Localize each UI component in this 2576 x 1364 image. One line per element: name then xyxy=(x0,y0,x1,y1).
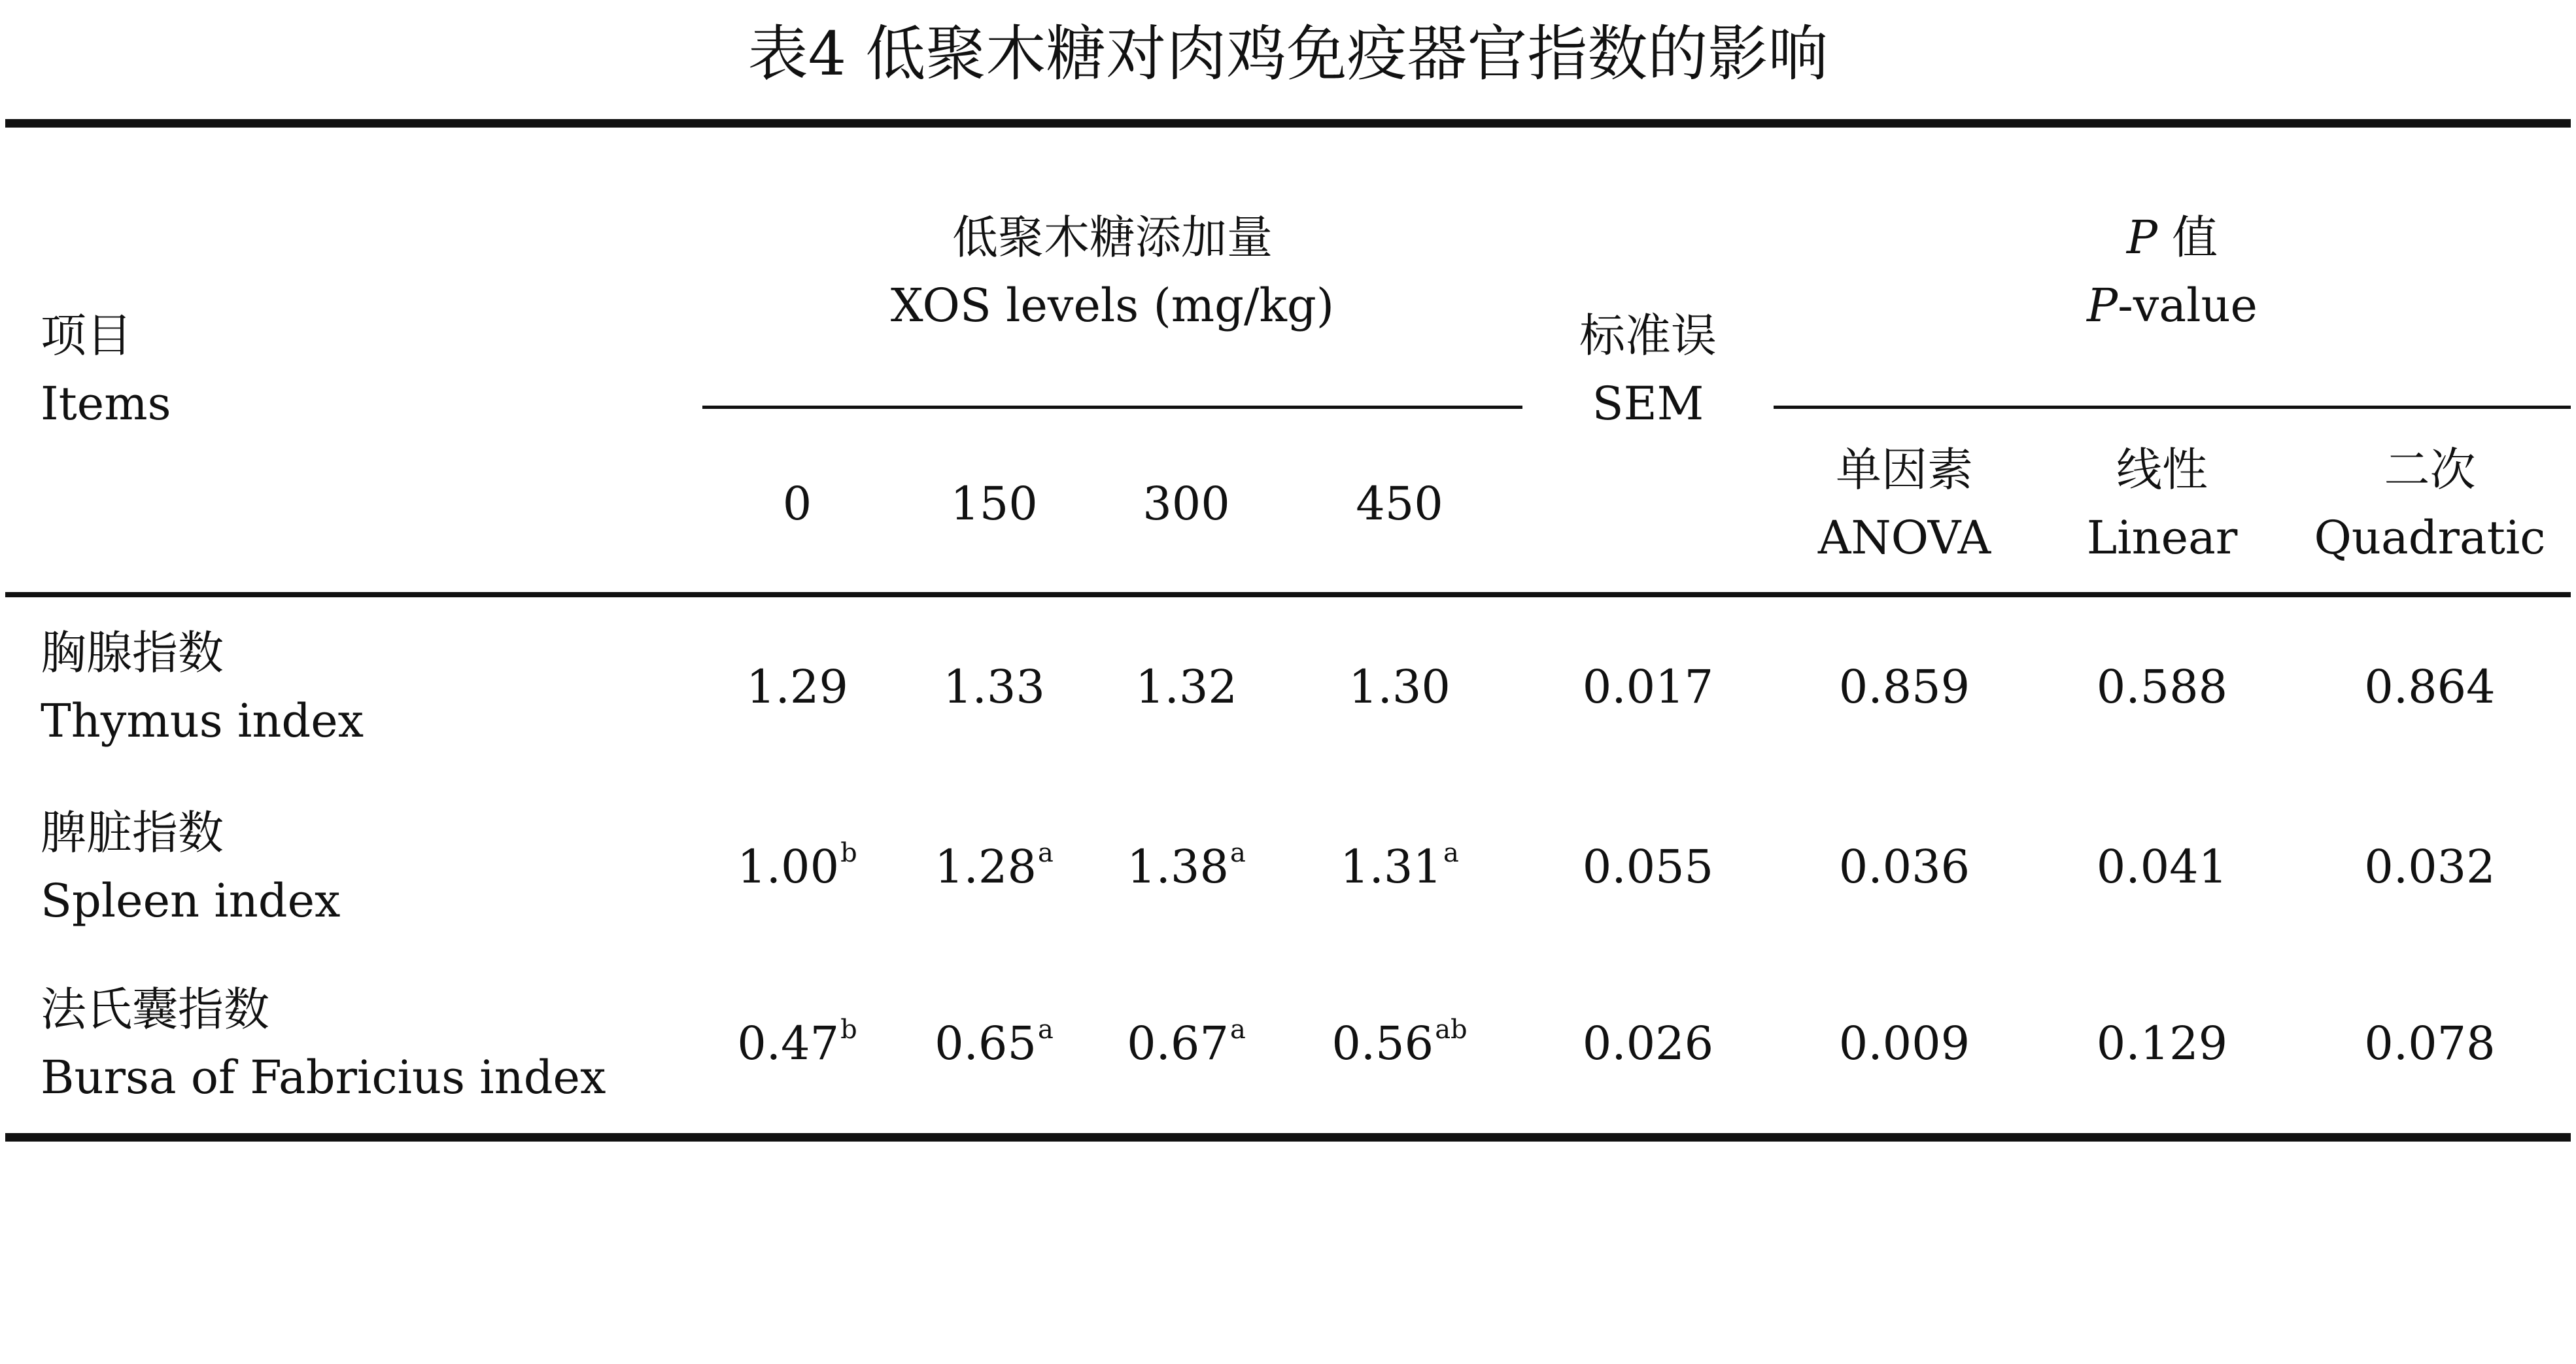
header-level-300: 300 xyxy=(1142,477,1230,531)
row-value xyxy=(1127,1009,1246,1077)
row-value xyxy=(935,1009,1054,1077)
row-value xyxy=(1348,653,1451,721)
header-linear xyxy=(2035,432,2289,576)
row-value-cell xyxy=(892,792,1096,942)
row-quadratic-value: 0.032 xyxy=(2364,840,2496,894)
header-level-150: 150 xyxy=(950,477,1038,531)
row-value xyxy=(935,833,1054,901)
row-anova-value: 0.036 xyxy=(1838,840,1970,894)
row-value xyxy=(746,653,848,721)
header-level-450: 450 xyxy=(1356,477,1443,531)
row-sem-cell xyxy=(1530,612,1766,762)
header-xos-levels xyxy=(702,196,1522,347)
header-sem-cn: 标准误 xyxy=(1579,309,1717,362)
row-quadratic-cell xyxy=(2289,792,2571,942)
row-sem-cell xyxy=(1530,792,1766,942)
row-value-number: 1.32 xyxy=(1135,660,1237,714)
row-value-cell xyxy=(1277,612,1522,762)
row-value-number: 1.30 xyxy=(1348,660,1451,714)
header-anova xyxy=(1774,432,2035,576)
xos-subheader-rule xyxy=(702,406,1522,409)
header-quad-en: Quadratic xyxy=(2314,511,2546,565)
row-quadratic-cell xyxy=(2289,968,2571,1119)
pvalue-subheader-rule xyxy=(1774,406,2571,409)
row-value xyxy=(737,833,857,901)
row-label-en: Bursa of Fabricius index xyxy=(41,1051,606,1104)
header-sem-en: SEM xyxy=(1592,377,1704,430)
row-value-number: 1.00 xyxy=(737,840,840,894)
row-sem-value: 0.055 xyxy=(1582,840,1714,894)
row-value-cell xyxy=(702,968,892,1119)
row-linear-cell xyxy=(2035,612,2289,762)
row-anova-value: 0.859 xyxy=(1838,660,1970,714)
header-xos-cn: 低聚木糖添加量 xyxy=(952,211,1273,264)
row-value-number: 1.28 xyxy=(935,840,1037,894)
row-linear-cell xyxy=(2035,792,2289,942)
row-label-cn: 法氏囊指数 xyxy=(41,983,269,1036)
row-label-cn: 胸腺指数 xyxy=(41,626,224,680)
row-value-number: 0.47 xyxy=(737,1017,840,1070)
row-value-cell xyxy=(1277,968,1522,1119)
header-quad-cn: 二次 xyxy=(2384,443,2476,497)
header-p-cn: P 值 xyxy=(2126,211,2218,264)
row-label-en: Thymus index xyxy=(41,694,364,748)
header-items xyxy=(41,294,433,445)
row-sem-cell xyxy=(1530,968,1766,1119)
row-label-en: Spleen index xyxy=(41,874,341,928)
row-value-number: 1.33 xyxy=(943,660,1045,714)
table-title: 表4 低聚木糖对肉鸡免疫器官指数的影响 xyxy=(747,19,1829,89)
row-value-number: 0.67 xyxy=(1127,1017,1229,1070)
row-label xyxy=(41,968,695,1119)
row-value-superscript: a xyxy=(1038,838,1054,868)
row-value-cell xyxy=(892,612,1096,762)
row-sem-value: 0.017 xyxy=(1582,660,1714,714)
row-label-cn: 脾脏指数 xyxy=(41,806,224,860)
row-linear-value: 0.041 xyxy=(2096,840,2228,894)
row-value xyxy=(1135,653,1237,721)
bottom-rule xyxy=(5,1133,2571,1142)
header-items-en: Items xyxy=(41,377,171,430)
row-anova-cell xyxy=(1774,792,2035,942)
row-value-superscript: ab xyxy=(1435,1015,1468,1045)
row-value xyxy=(943,653,1045,721)
row-value-number: 0.56 xyxy=(1331,1017,1434,1070)
row-value xyxy=(1127,833,1246,901)
header-bottom-rule xyxy=(5,592,2571,597)
row-value-cell xyxy=(892,968,1096,1119)
row-quadratic-value: 0.864 xyxy=(2364,660,2496,714)
row-linear-value: 0.588 xyxy=(2096,660,2228,714)
row-value xyxy=(737,1009,857,1077)
header-linear-cn: 线性 xyxy=(2116,443,2208,497)
header-p-en: P-value xyxy=(2087,279,2258,332)
row-value-superscript: a xyxy=(1038,1015,1054,1045)
row-value-cell xyxy=(702,612,892,762)
row-value-number: 0.65 xyxy=(935,1017,1037,1070)
row-quadratic-cell xyxy=(2289,612,2571,762)
row-quadratic-value: 0.078 xyxy=(2364,1017,2496,1070)
header-sem xyxy=(1530,294,1766,445)
row-anova-cell xyxy=(1774,968,2035,1119)
row-label xyxy=(41,612,695,762)
header-xos-en: XOS levels (mg/kg) xyxy=(890,279,1335,332)
row-label xyxy=(41,792,695,942)
row-value-number: 1.38 xyxy=(1127,840,1229,894)
row-value-cell xyxy=(1096,968,1277,1119)
row-linear-cell xyxy=(2035,968,2289,1119)
row-anova-cell xyxy=(1774,612,2035,762)
row-value-cell xyxy=(1096,792,1277,942)
header-level-0: 0 xyxy=(782,477,812,531)
top-rule xyxy=(5,119,2571,128)
header-items-cn: 项目 xyxy=(41,309,132,362)
header-quadratic xyxy=(2289,432,2571,576)
row-value-superscript: b xyxy=(840,1015,857,1045)
row-value-superscript: a xyxy=(1230,1015,1246,1045)
row-linear-value: 0.129 xyxy=(2096,1017,2228,1070)
row-value-number: 1.31 xyxy=(1340,840,1442,894)
row-value xyxy=(1340,833,1459,901)
row-sem-value: 0.026 xyxy=(1582,1017,1714,1070)
row-value-superscript: a xyxy=(1443,838,1459,868)
row-value-superscript: b xyxy=(840,838,857,868)
row-value xyxy=(1331,1009,1467,1077)
header-anova-cn: 单因素 xyxy=(1836,443,1973,497)
header-p-value xyxy=(1774,196,2571,347)
row-anova-value: 0.009 xyxy=(1838,1017,1970,1070)
header-linear-en: Linear xyxy=(2086,511,2238,565)
header-anova-en: ANOVA xyxy=(1817,511,1991,565)
row-value-cell xyxy=(702,792,892,942)
row-value-number: 1.29 xyxy=(746,660,848,714)
row-value-superscript: a xyxy=(1230,838,1246,868)
row-value-cell xyxy=(1277,792,1522,942)
row-value-cell xyxy=(1096,612,1277,762)
